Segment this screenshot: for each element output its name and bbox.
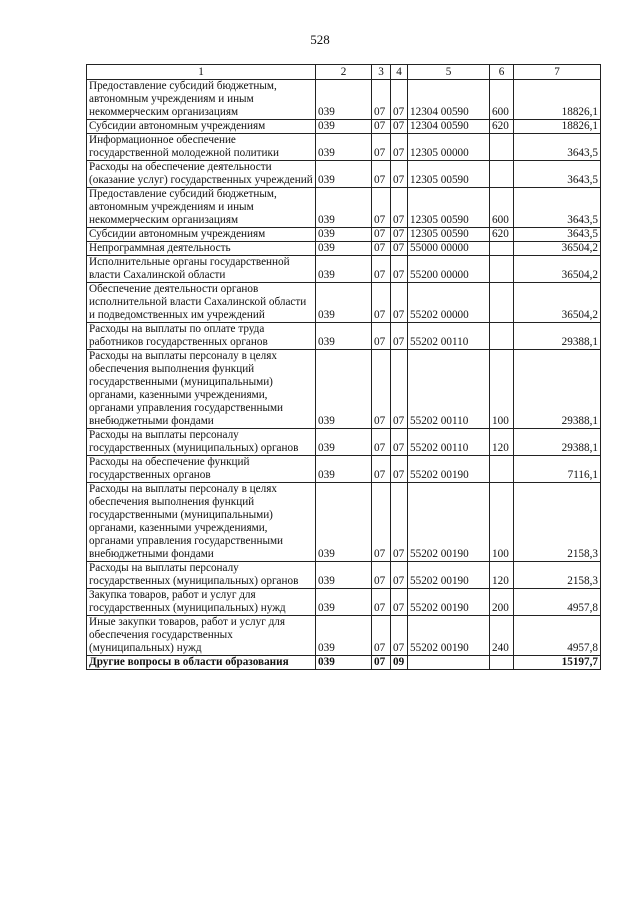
cell-section: 07 — [372, 80, 391, 120]
col-header-amount: 7 — [514, 65, 601, 80]
cell-amount: 7116,1 — [514, 456, 601, 483]
cell-ministry-code: 039 — [316, 256, 372, 283]
cell-name: Расходы на выплаты персоналу в целях обеспечения выполнения функций государственными (муниципальными) органами, казенными учреждениями, органами управления государственными внебюджетными фондами — [87, 483, 316, 562]
cell-expense-type: 100 — [490, 350, 514, 429]
cell-target-article: 12305 00590 — [408, 188, 490, 228]
col-header-ministry: 2 — [316, 65, 372, 80]
cell-expense-type — [490, 323, 514, 350]
cell-amount: 4957,8 — [514, 589, 601, 616]
cell-name: Другие вопросы в области образования — [87, 656, 316, 670]
cell-subsection: 07 — [391, 589, 408, 616]
cell-amount: 2158,3 — [514, 562, 601, 589]
cell-expense-type: 600 — [490, 188, 514, 228]
table-row — [87, 80, 601, 120]
table-row — [87, 283, 601, 323]
cell-name: Расходы на обеспечение функций государственных органов — [87, 456, 316, 483]
cell-subsection: 07 — [391, 80, 408, 120]
cell-name: Непрограммная деятельность — [87, 242, 316, 256]
cell-target-article: 12304 00590 — [408, 120, 490, 134]
cell-target-article: 55200 00000 — [408, 256, 490, 283]
cell-target-article: 55202 00190 — [408, 589, 490, 616]
cell-section: 07 — [372, 483, 391, 562]
cell-name: Расходы на выплаты персоналу государственных (муниципальных) органов — [87, 562, 316, 589]
cell-subsection: 07 — [391, 562, 408, 589]
cell-subsection: 07 — [391, 350, 408, 429]
cell-ministry-code: 039 — [316, 656, 372, 670]
cell-amount: 29388,1 — [514, 323, 601, 350]
cell-target-article: 55202 00000 — [408, 283, 490, 323]
cell-section: 07 — [372, 134, 391, 161]
cell-section: 07 — [372, 256, 391, 283]
cell-ministry-code: 039 — [316, 134, 372, 161]
cell-target-article: 12305 00590 — [408, 161, 490, 188]
cell-name: Обеспечение деятельности органов исполнительной власти Сахалинской области и подведомственных им учреждений — [87, 283, 316, 323]
cell-expense-type: 120 — [490, 562, 514, 589]
cell-expense-type — [490, 283, 514, 323]
cell-subsection: 07 — [391, 456, 408, 483]
cell-section: 07 — [372, 616, 391, 656]
cell-name: Информационное обеспечение государственной молодежной политики — [87, 134, 316, 161]
cell-name: Предоставление субсидий бюджетным, автономным учреждениям и иным некоммерческим организациям — [87, 188, 316, 228]
cell-section: 07 — [372, 456, 391, 483]
cell-name: Расходы на выплаты по оплате труда работников государственных органов — [87, 323, 316, 350]
cell-section: 07 — [372, 429, 391, 456]
cell-target-article: 55000 00000 — [408, 242, 490, 256]
cell-name: Расходы на выплаты персоналу государственных (муниципальных) органов — [87, 429, 316, 456]
cell-section: 07 — [372, 350, 391, 429]
cell-target-article: 12305 00590 — [408, 228, 490, 242]
cell-expense-type: 200 — [490, 589, 514, 616]
cell-ministry-code: 039 — [316, 80, 372, 120]
cell-expense-type: 620 — [490, 120, 514, 134]
cell-section: 07 — [372, 589, 391, 616]
table-row — [87, 323, 601, 350]
cell-ministry-code: 039 — [316, 242, 372, 256]
cell-name: Предоставление субсидий бюджетным, автономным учреждениям и иным некоммерческим организациям — [87, 80, 316, 120]
cell-name: Иные закупки товаров, работ и услуг для обеспечения государственных (муниципальных) нужд — [87, 616, 316, 656]
cell-amount: 15197,7 — [514, 656, 601, 670]
table-row — [87, 242, 601, 256]
cell-expense-type — [490, 256, 514, 283]
cell-target-article: 55202 00190 — [408, 562, 490, 589]
cell-target-article: 12305 00000 — [408, 134, 490, 161]
cell-expense-type: 600 — [490, 80, 514, 120]
cell-subsection: 07 — [391, 483, 408, 562]
cell-name: Расходы на обеспечение деятельности (оказание услуг) государственных учреждений — [87, 161, 316, 188]
cell-amount: 18826,1 — [514, 80, 601, 120]
col-header-target-article: 5 — [408, 65, 490, 80]
cell-expense-type — [490, 134, 514, 161]
cell-name: Исполнительные органы государственной власти Сахалинской области — [87, 256, 316, 283]
table-row — [87, 120, 601, 134]
cell-section: 07 — [372, 283, 391, 323]
cell-ministry-code: 039 — [316, 589, 372, 616]
cell-amount: 3643,5 — [514, 134, 601, 161]
cell-name: Расходы на выплаты персоналу в целях обеспечения выполнения функций государственными (муниципальными) органами, казенными учреждениями, органами управления государственными внебюджетными фондами — [87, 350, 316, 429]
cell-section: 07 — [372, 562, 391, 589]
budget-table — [86, 64, 601, 670]
cell-subsection: 09 — [391, 656, 408, 670]
cell-ministry-code: 039 — [316, 456, 372, 483]
cell-target-article — [408, 656, 490, 670]
col-header-section: 3 — [372, 65, 391, 80]
cell-ministry-code: 039 — [316, 161, 372, 188]
col-header-expense-type: 6 — [490, 65, 514, 80]
cell-amount: 3643,5 — [514, 228, 601, 242]
col-header-subsection: 4 — [391, 65, 408, 80]
page-number: 528 — [310, 32, 330, 47]
table-body — [87, 80, 601, 670]
table-row — [87, 456, 601, 483]
cell-section: 07 — [372, 161, 391, 188]
cell-amount: 36504,2 — [514, 242, 601, 256]
header-row — [87, 65, 601, 80]
table-row — [87, 562, 601, 589]
cell-subsection: 07 — [391, 120, 408, 134]
cell-expense-type — [490, 456, 514, 483]
cell-amount: 3643,5 — [514, 188, 601, 228]
cell-amount: 18826,1 — [514, 120, 601, 134]
cell-subsection: 07 — [391, 616, 408, 656]
table-row — [87, 429, 601, 456]
cell-subsection: 07 — [391, 134, 408, 161]
table-row — [87, 134, 601, 161]
cell-target-article: 55202 00110 — [408, 350, 490, 429]
cell-ministry-code: 039 — [316, 483, 372, 562]
cell-target-article: 55202 00190 — [408, 483, 490, 562]
cell-target-article: 55202 00110 — [408, 323, 490, 350]
cell-subsection: 07 — [391, 242, 408, 256]
cell-expense-type — [490, 161, 514, 188]
cell-expense-type — [490, 656, 514, 670]
cell-amount: 4957,8 — [514, 616, 601, 656]
table-row — [87, 256, 601, 283]
cell-ministry-code: 039 — [316, 120, 372, 134]
cell-subsection: 07 — [391, 323, 408, 350]
cell-ministry-code: 039 — [316, 429, 372, 456]
table-row — [87, 483, 601, 562]
cell-section: 07 — [372, 323, 391, 350]
cell-name: Субсидии автономным учреждениям — [87, 228, 316, 242]
cell-subsection: 07 — [391, 161, 408, 188]
cell-ministry-code: 039 — [316, 616, 372, 656]
cell-ministry-code: 039 — [316, 350, 372, 429]
cell-amount: 29388,1 — [514, 350, 601, 429]
cell-amount: 36504,2 — [514, 256, 601, 283]
cell-target-article: 12304 00590 — [408, 80, 490, 120]
cell-ministry-code: 039 — [316, 562, 372, 589]
cell-name: Закупка товаров, работ и услуг для государственных (муниципальных) нужд — [87, 589, 316, 616]
cell-name: Субсидии автономным учреждениям — [87, 120, 316, 134]
cell-ministry-code: 039 — [316, 323, 372, 350]
cell-amount: 29388,1 — [514, 429, 601, 456]
cell-amount: 2158,3 — [514, 483, 601, 562]
table-row — [87, 188, 601, 228]
cell-subsection: 07 — [391, 283, 408, 323]
cell-subsection: 07 — [391, 256, 408, 283]
cell-subsection: 07 — [391, 188, 408, 228]
cell-expense-type — [490, 242, 514, 256]
cell-target-article: 55202 00190 — [408, 616, 490, 656]
table-row — [87, 228, 601, 242]
cell-expense-type: 100 — [490, 483, 514, 562]
cell-section: 07 — [372, 228, 391, 242]
col-header-name: 1 — [87, 65, 316, 80]
cell-amount: 36504,2 — [514, 283, 601, 323]
cell-section: 07 — [372, 656, 391, 670]
table-row — [87, 589, 601, 616]
table-row — [87, 656, 601, 670]
cell-section: 07 — [372, 120, 391, 134]
table-row — [87, 161, 601, 188]
cell-subsection: 07 — [391, 228, 408, 242]
cell-expense-type: 240 — [490, 616, 514, 656]
cell-section: 07 — [372, 188, 391, 228]
table-row — [87, 616, 601, 656]
cell-ministry-code: 039 — [316, 283, 372, 323]
cell-expense-type: 120 — [490, 429, 514, 456]
cell-section: 07 — [372, 242, 391, 256]
cell-expense-type: 620 — [490, 228, 514, 242]
cell-ministry-code: 039 — [316, 228, 372, 242]
table-row — [87, 350, 601, 429]
cell-target-article: 55202 00110 — [408, 429, 490, 456]
cell-amount: 3643,5 — [514, 161, 601, 188]
cell-ministry-code: 039 — [316, 188, 372, 228]
cell-target-article: 55202 00190 — [408, 456, 490, 483]
cell-subsection: 07 — [391, 429, 408, 456]
